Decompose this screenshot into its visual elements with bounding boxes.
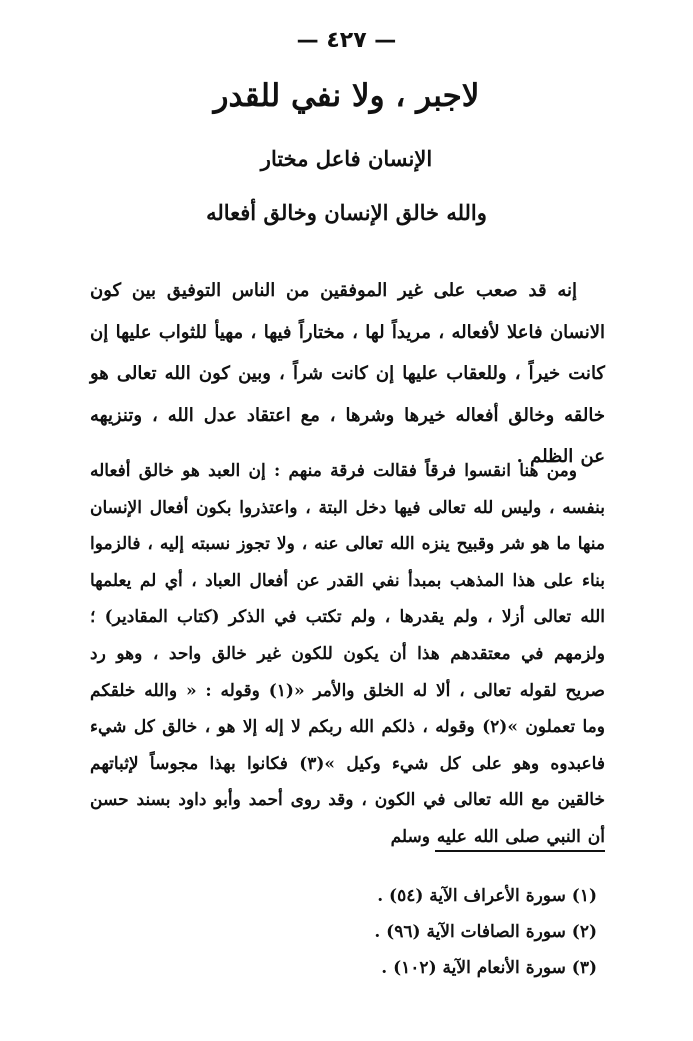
footnote-separator [435, 850, 605, 852]
paragraph-2: ومن هنا انقسوا فرقاً فقالت فرقة منهم : إن العبد هو خالق أفعاله بنفسه ، وليس لله تعالى فيها دخل البتة ، واعتذروا بكون أفعال الإنسان منها ما هو شر وقبيح ينزه الله تعالى عنه ، ولا تجوز نسبته إليه ، فالزموا بناء على هذا المذهب بمبدأ نفي القدر عن أفعال العباد ، أي لم يعلمها الله تعالى أزلا ، ولم يقدرها ، ولم تكتب في الذكر (كتاب المقادير) ؛ ولزمهم في معتقدهم هذا أن يكون للكون غير خالق واحد ، وهو رد صريح لقوله تعالى ، ألا له الخلق والأمر «(١) وقوله : « والله خلقكم وما تعملون »(٢) وقوله ، ذلكم الله ربكم لا إله إلا هو ، خالق كل شيء فاعبدوه وهو على كل شيء وكيل »(٣) فكانوا بهذا مجوساً لإثباتهم خالقين مع الله تعالى في الكون ، وقد روى أحمد وأبو داود بسند حسن أن النبي صلى الله عليه وسلم [90, 461, 605, 847]
footnotes-list [197, 878, 597, 986]
subtitle-1: الإنسان فاعل مختار [260, 146, 433, 171]
chapter-title: لاجبر ، ولا نفي للقدر [213, 78, 480, 114]
subtitle-2: والله خالق الإنسان وخالق أفعاله [206, 200, 487, 225]
footnote-3: (٣) سورة الأنعام الآية (١٠٢) . [381, 958, 597, 978]
paragraph-1: إنه قد صعب على غير الموفقين من الناس التوفيق بين كون الانسان فاعلا لأفعاله ، مريداً لها ، مختاراً فيها ، مهيأ للثواب عليها إن كانت خيراً ، وللعقاب عليها إن كانت شراً ، وبين كون الله تعالى هو خالقه وخالق أفعاله خيرها وشرها ، مع اعتقاد عدل الله ، وتنزيهه عن الظلم . [90, 280, 605, 467]
page-number: — ٤٢٧ — [296, 28, 397, 53]
footnote-2: (٢) سورة الصافات الآية (٩٦) . [374, 922, 597, 942]
footnote-1: (١) سورة الأعراف الآية (٥٤) . [377, 886, 597, 906]
